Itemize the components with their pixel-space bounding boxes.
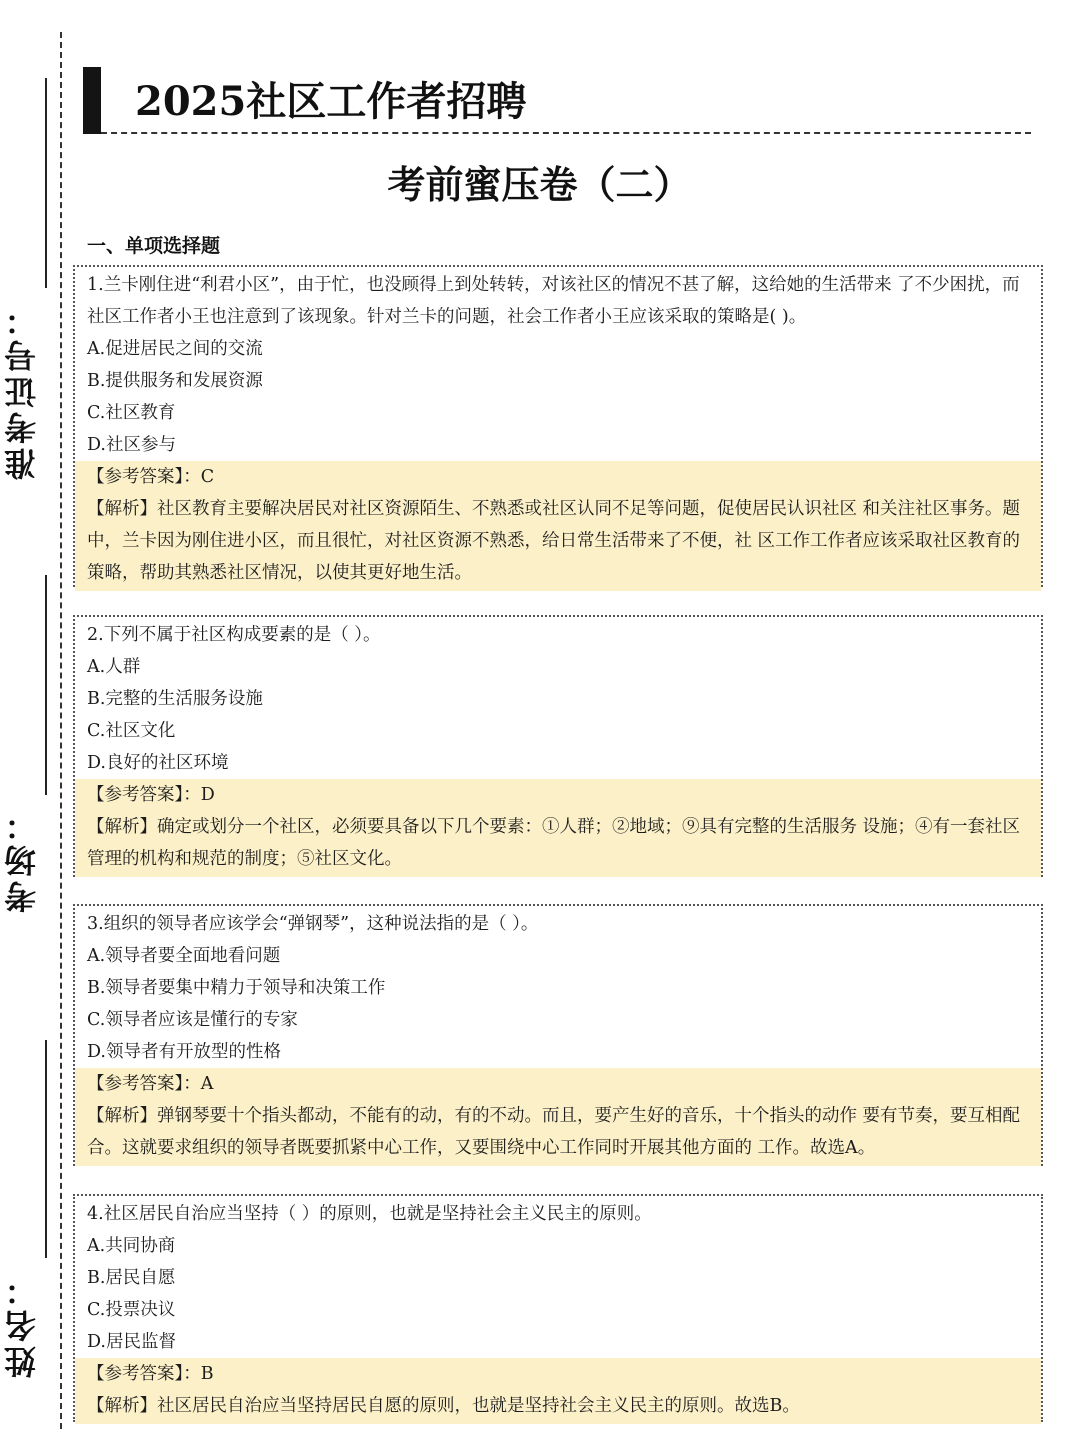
reference-answer: 【参考答案】：C [87, 467, 215, 487]
option-c: C.社区文化 [87, 721, 176, 741]
page-subtitle: 考前蜜压卷（二） [387, 162, 692, 207]
side-label-name: 姓名： [3, 1270, 41, 1378]
option-c: C.投票决议 [87, 1300, 176, 1320]
option-c: C.社区教育 [87, 403, 176, 423]
exam-room-write-line [45, 575, 47, 795]
analysis-text: 【解析】社区教育主要解决居民对社区资源陌生、不熟悉或社区认同不足等问题，促使居民认识社区 和关注社区事务。题中，兰卡因为刚住进小区，而且很忙，对社区资源不熟悉，给日常生活带来了不便，社 区工作工作者应该采取社区教育的策略，帮助其熟悉社区情况，以使其更好地生活。 [87, 499, 1021, 583]
question-card-2 [73, 615, 1043, 877]
answer-block [75, 461, 1041, 591]
answer-block [75, 1358, 1041, 1424]
reference-answer: 【参考答案】：D [87, 785, 215, 805]
question-stem: 3.组织的领导者应该学会“弹钢琴”，这种说法指的是（ ）。 [87, 914, 539, 934]
analysis-text: 【解析】社区居民自治应当坚持居民自愿的原则，也就是坚持社会主义民主的原则。故选B。 [87, 1396, 800, 1416]
option-c: C.领导者应该是懂行的专家 [87, 1010, 298, 1030]
question-stem: 4.社区居民自治应当坚持（ ）的原则，也就是坚持社会主义民主的原则。 [87, 1204, 652, 1224]
side-label-exam-room: 考场： [3, 805, 41, 913]
question-card-4 [73, 1194, 1043, 1422]
question-card-3 [73, 904, 1043, 1166]
option-d: D.领导者有开放型的性格 [87, 1042, 281, 1062]
option-a: A.人群 [87, 657, 141, 677]
name-write-line [45, 1040, 47, 1258]
question-stem: 1.兰卡刚住进“利君小区”，由于忙，也没顾得上到处转转，对该社区的情况不甚了解，这给她的生活带来 了不少困扰，而社区工作者小王也注意到了该现象。针对兰卡的问题，社会工作者小王应该采取的策略是( )。 [87, 275, 1020, 327]
answer-block [75, 1068, 1041, 1166]
option-a: A.领导者要全面地看问题 [87, 946, 281, 966]
option-b: B.完整的生活服务设施 [87, 689, 263, 709]
side-label-exam-id: 准考证号： [3, 300, 41, 480]
analysis-text: 【解析】确定或划分一个社区，必须要具备以下几个要素：①人群；②地域；⑨具有完整的生活服务 设施；④有一套社区管理的机构和规范的制度；⑤社区文化。 [87, 817, 1021, 869]
section-heading: 一、单项选择题 [87, 235, 221, 257]
binding-dashed-line [60, 32, 62, 1429]
question-stem: 2.下列不属于社区构成要素的是（ ）。 [87, 625, 381, 645]
title-accent-bar [83, 67, 101, 134]
option-d: D.良好的社区环境 [87, 753, 229, 773]
option-a: A.共同协商 [87, 1236, 176, 1256]
reference-answer: 【参考答案】：A [87, 1074, 214, 1094]
answer-block [75, 779, 1041, 877]
option-b: B.居民自愿 [87, 1268, 176, 1288]
title-dashed-divider [101, 132, 1031, 134]
page-title: 2025社区工作者招聘 [135, 78, 527, 125]
option-b: B.提供服务和发展资源 [87, 371, 263, 391]
question-card-1 [73, 265, 1043, 587]
option-a: A.促进居民之间的交流 [87, 339, 263, 359]
reference-answer: 【参考答案】：B [87, 1364, 214, 1384]
analysis-text: 【解析】弹钢琴要十个指头都动，不能有的动，有的不动。而且，要产生好的音乐，十个指头的动作 要有节奏，要互相配合。这就要求组织的领导者既要抓紧中心工作，又要围绕中心工作同时开展其他方面的 工作。故选A。 [87, 1106, 1021, 1158]
option-b: B.领导者要集中精力于领导和决策工作 [87, 978, 386, 998]
option-d: D.居民监督 [87, 1332, 176, 1352]
option-d: D.社区参与 [87, 435, 176, 455]
